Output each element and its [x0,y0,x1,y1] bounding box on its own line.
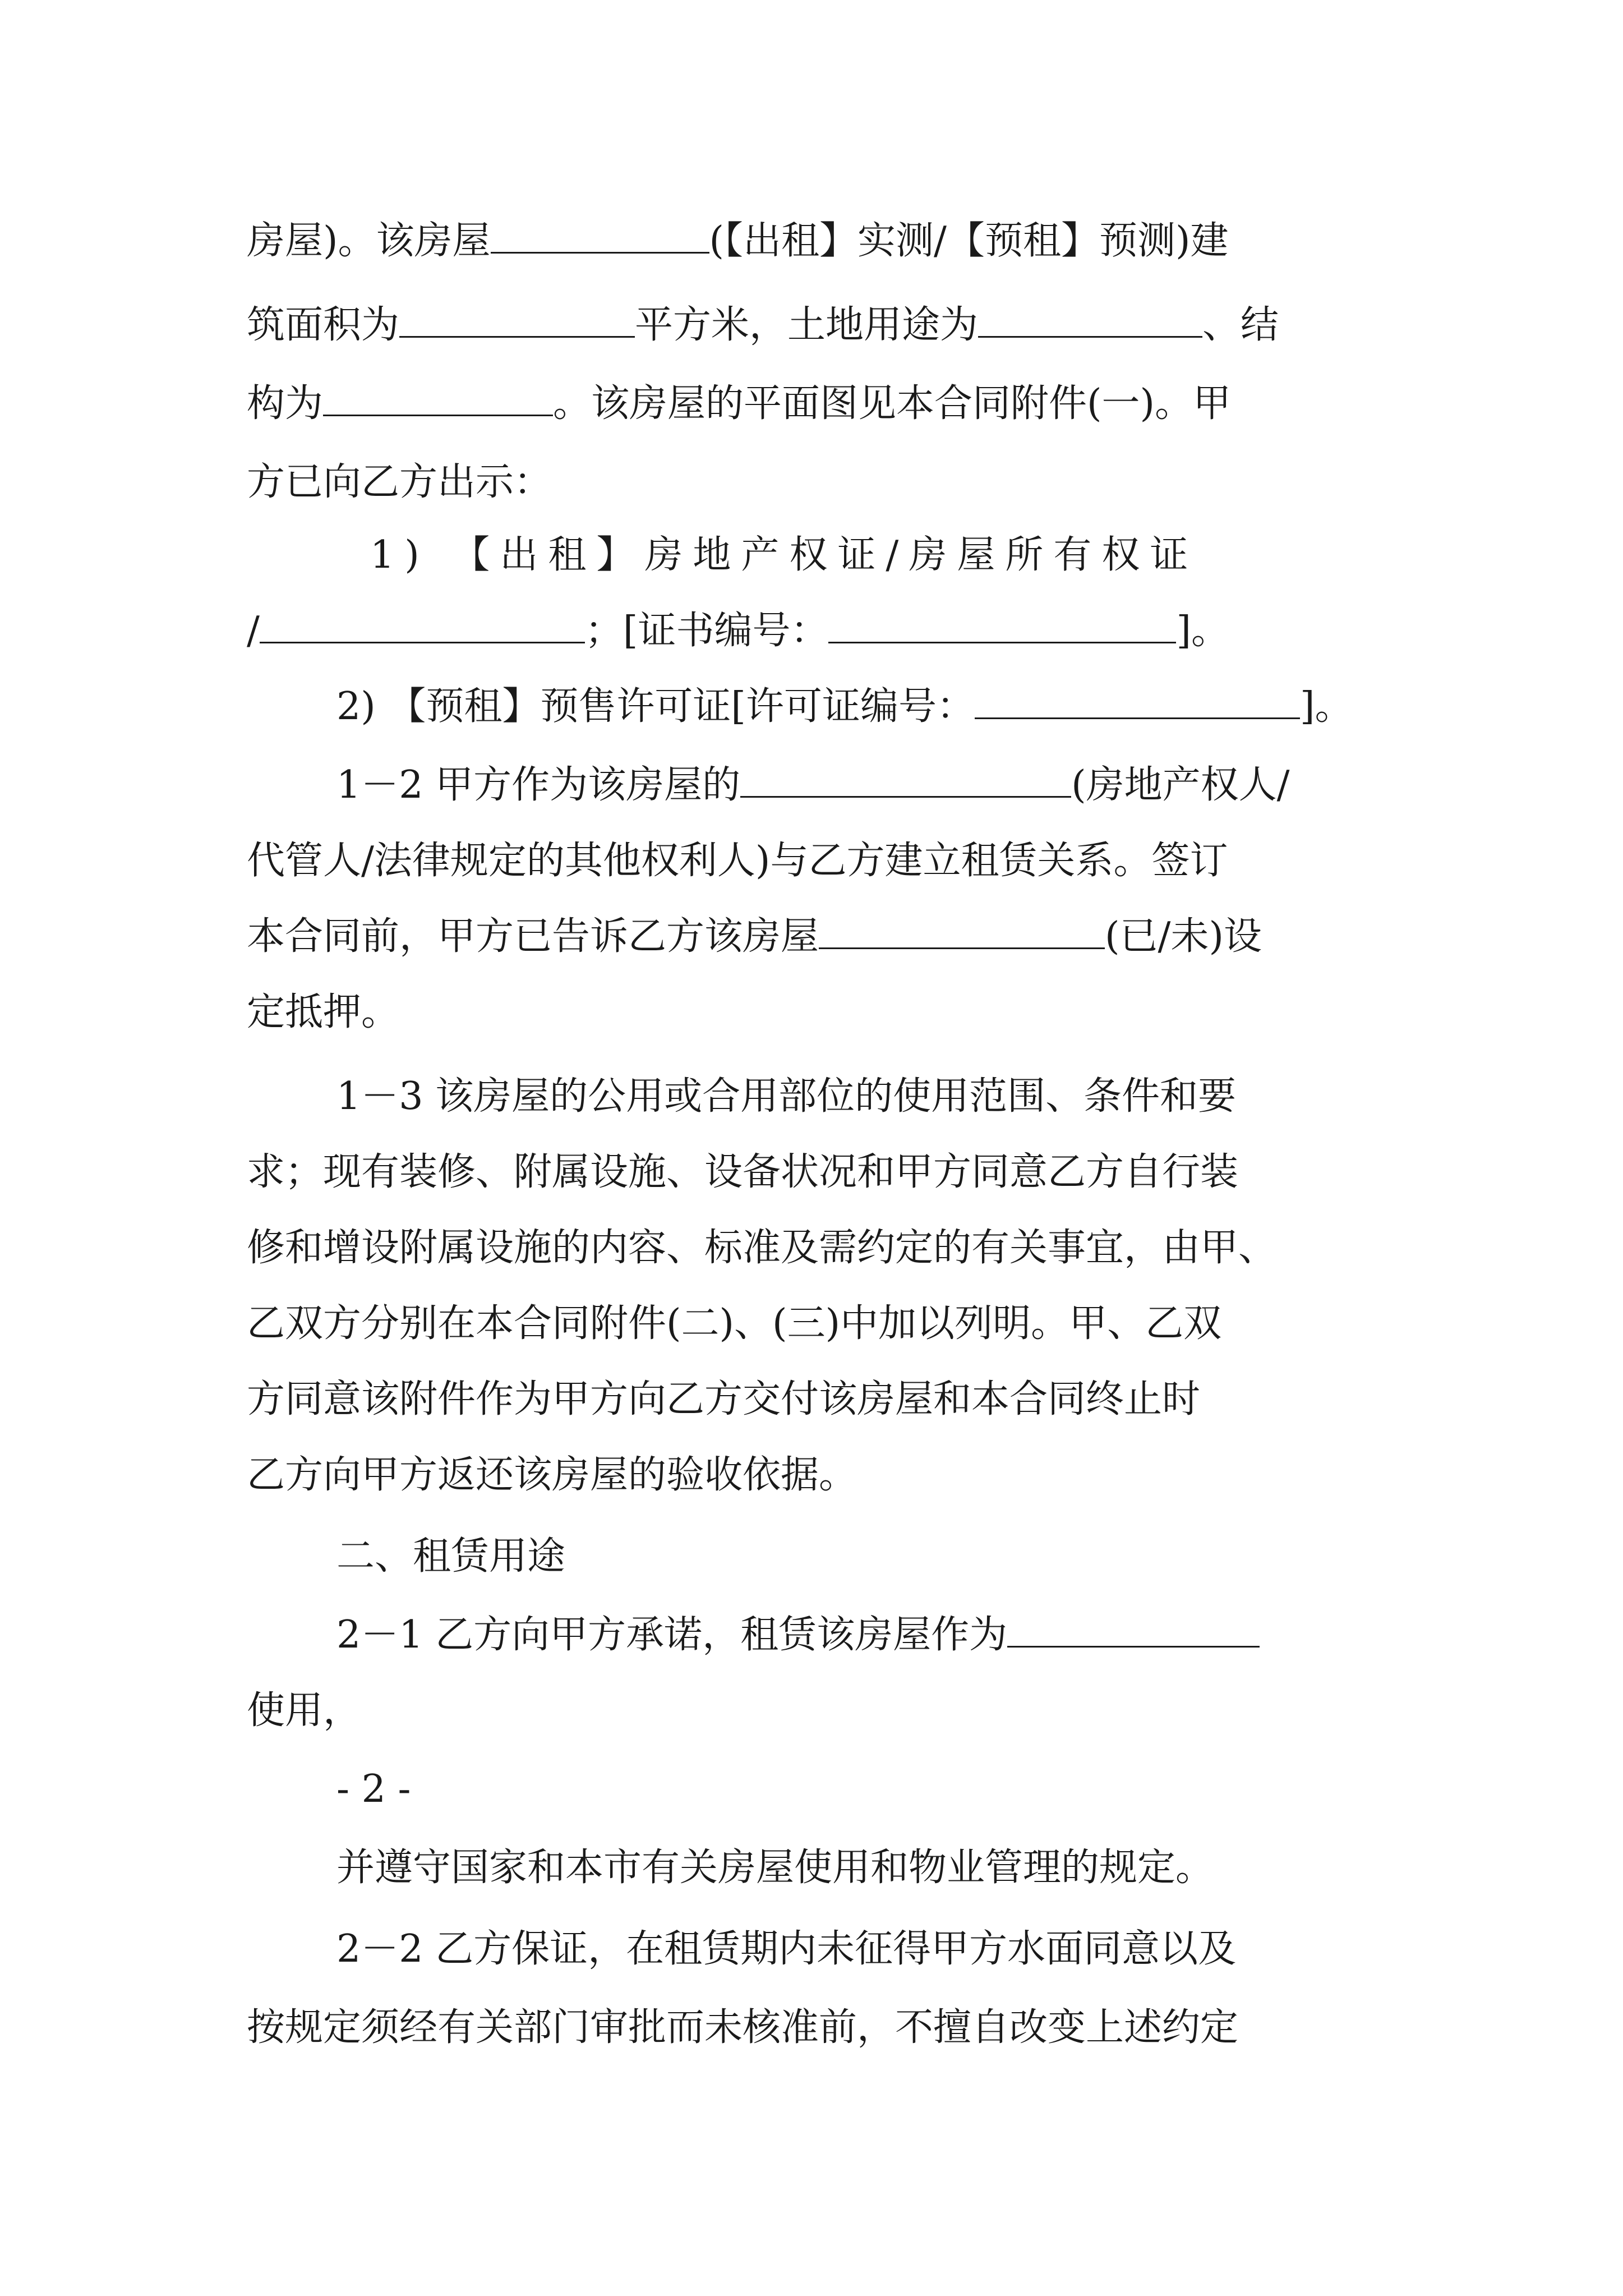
text-line [247,370,1380,438]
fill-blank [978,293,1202,338]
text-segment: - 2 - [336,1767,411,1811]
text-segment: 求；现有装修、附属设施、设备状况和甲方同意乙方自行装 [247,1150,1239,1194]
text-line [247,1366,1380,1433]
text-line [247,1139,1380,1206]
text-segment: 乙双方分别在本合同附件(二)、(三)中加以列明。甲、乙双 [247,1301,1222,1346]
text-segment: 本合同前，甲方已告诉乙方该房屋 [247,914,819,959]
text-line [247,1442,1380,1509]
text-line [247,597,1380,665]
text-segment: 2－2 乙方保证，在租赁期内未征得甲方水面同意以及 [336,1927,1237,1971]
text-line [247,1677,1380,1745]
fill-blank [260,599,585,643]
text-line [247,1290,1380,1358]
text-segment: 平方米，土地用途为 [635,303,979,347]
text-line [247,1994,1380,2062]
text-line [247,208,1380,275]
text-segment: 使用， [247,1688,362,1733]
text-segment: 房屋)。该房屋 [247,219,491,263]
fill-blank [740,753,1071,798]
text-segment: (房地产权人/ [1071,763,1290,807]
text-line [247,979,1380,1046]
text-line [247,449,1380,516]
text-line [247,903,1380,970]
fill-blank [323,372,553,416]
text-line [247,292,1380,359]
fill-blank [975,675,1300,719]
text-segment: 按规定须经有关部门审批而未核准前，不擅自改变上述约定 [247,2005,1239,2050]
text-segment: ；[证书编号： [584,609,829,653]
fill-blank [819,905,1105,949]
text-segment: 并遵守国家和本市有关房屋使用和物业管理的规定。 [336,1846,1214,1890]
text-segment: 1－2 甲方作为该房屋的 [336,763,741,807]
text-segment: 。该房屋的平面图见本合同附件(一)。甲 [553,381,1232,426]
fill-blank [828,599,1176,643]
page-number [336,1756,1380,1823]
text-segment: (已/未)设 [1105,914,1262,959]
text-segment: 乙方向甲方返还该房屋的验收依据。 [247,1453,857,1497]
text-segment: (【出租】实测/【预租】预测)建 [709,219,1229,263]
text-line [336,1063,1380,1130]
text-segment: 、结 [1202,303,1279,347]
text-line [247,1214,1380,1282]
text-line [370,522,1380,589]
text-segment: 方同意该附件作为甲方向乙方交付该房屋和本合同终止时 [247,1377,1201,1421]
text-segment: 代管人/法律规定的其他权利人)与乙方建立租赁关系。签订 [247,839,1228,883]
text-segment: 2－1 乙方向甲方承诺，租赁该房屋作为 [336,1613,1008,1657]
text-line [336,1916,1380,1983]
text-segment: 构为 [247,381,324,426]
text-line [336,1834,1380,1902]
text-segment: / [247,609,260,653]
text-segment: 2) 【预租】预售许可证[许可证编号： [336,684,975,729]
text-line [336,673,1380,740]
text-segment: 1－3 该房屋的公用或合用部位的使用范围、条件和要 [336,1074,1237,1119]
text-segment: 二、租赁用途 [336,1534,566,1579]
text-segment: 方已向乙方出示： [247,460,552,504]
section-heading [336,1523,1380,1590]
text-segment: 筑面积为 [247,303,400,347]
fill-blank [399,293,635,338]
text-segment: ]。 [1299,684,1353,729]
text-line [247,827,1380,895]
text-line [336,1602,1380,1669]
fill-blank [1007,1603,1260,1648]
text-segment: 1) 【出租】房地产权证/房屋所有权证 [370,533,1198,577]
text-segment: ]。 [1176,609,1229,653]
fill-blank [491,209,709,254]
text-line [336,752,1380,819]
text-segment: 修和增设附属设施的内容、标准及需约定的有关事宜，由甲、 [247,1226,1277,1270]
text-segment: 定抵押。 [247,990,400,1034]
